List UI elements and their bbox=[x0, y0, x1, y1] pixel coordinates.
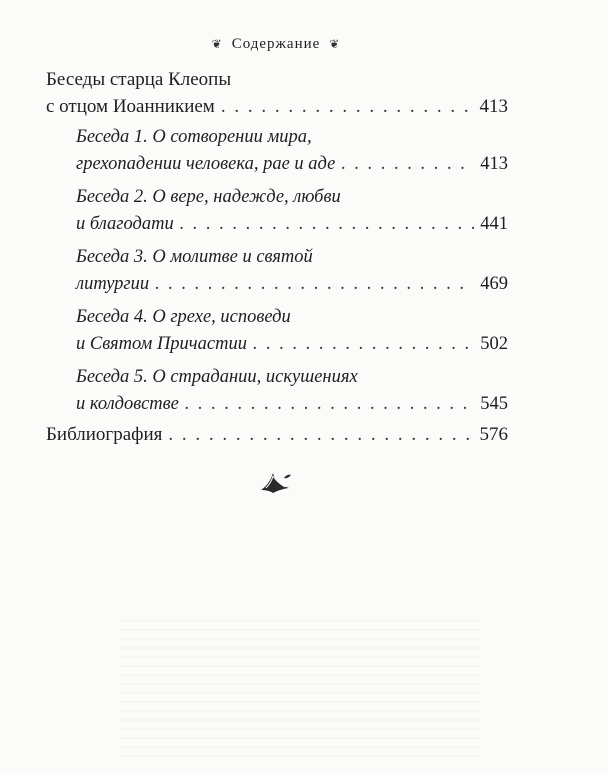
toc-entry-title-line2: с отцом Иоанникием bbox=[46, 96, 215, 117]
toc-entry-title-line1: Беседы старца Клеопы bbox=[46, 69, 232, 90]
show-through-text bbox=[120, 620, 480, 760]
toc-entry-title-line1: Беседа 5. О страдании, искушениях bbox=[76, 367, 358, 387]
toc-entry-conversation-1[interactable] bbox=[76, 124, 508, 178]
dot-leader bbox=[185, 391, 474, 418]
fleuron-icon bbox=[258, 470, 292, 494]
toc-entry-title-line2: и благодати bbox=[76, 214, 174, 234]
running-header bbox=[0, 36, 552, 53]
toc-entry-conversation-2[interactable] bbox=[76, 184, 508, 238]
dot-leader bbox=[155, 271, 474, 298]
toc-entry-title-line1: Беседа 2. О вере, надежде, любви bbox=[76, 187, 341, 207]
toc-page-number: 502 bbox=[480, 334, 508, 354]
toc-page-number: 413 bbox=[480, 154, 508, 174]
dot-leader bbox=[341, 151, 474, 178]
dot-leader bbox=[221, 93, 474, 120]
toc-entry-conversation-3[interactable] bbox=[76, 244, 508, 298]
toc-page-number: 413 bbox=[479, 96, 508, 117]
toc-entry-conversations[interactable] bbox=[46, 66, 508, 120]
toc-entry-title-line1: Беседа 3. О молитве и святой bbox=[76, 247, 313, 267]
toc-entry-title-line1: Беседа 4. О грехе, исповеди bbox=[76, 307, 291, 327]
toc-page-number: 469 bbox=[480, 274, 508, 294]
toc-entry-title-line2: грехопадении человека, рае и аде bbox=[76, 154, 336, 174]
dot-leader bbox=[168, 421, 473, 448]
page-title: Содержание bbox=[231, 36, 321, 52]
toc-page-number: 441 bbox=[480, 214, 508, 234]
toc-entry-bibliography[interactable] bbox=[46, 421, 508, 448]
ornament-right-icon: ❦ bbox=[329, 37, 341, 51]
toc-entry-title-line2: литургии bbox=[76, 274, 150, 294]
table-of-contents bbox=[46, 66, 508, 448]
toc-page-number: 576 bbox=[479, 424, 508, 445]
dot-leader bbox=[253, 331, 474, 358]
toc-entry-title: Библиография bbox=[46, 424, 163, 445]
toc-entry-conversation-5[interactable] bbox=[76, 364, 508, 418]
toc-entry-title-line2: и Святом Причастии bbox=[76, 334, 247, 354]
toc-entry-title-line2: и колдовстве bbox=[76, 394, 179, 414]
toc-page-number: 545 bbox=[480, 394, 508, 414]
toc-entry-title-line1: Беседа 1. О сотворении мира, bbox=[76, 127, 312, 147]
dot-leader bbox=[180, 211, 475, 238]
ornament-left-icon: ❦ bbox=[211, 37, 223, 51]
toc-entry-conversation-4[interactable] bbox=[76, 304, 508, 358]
